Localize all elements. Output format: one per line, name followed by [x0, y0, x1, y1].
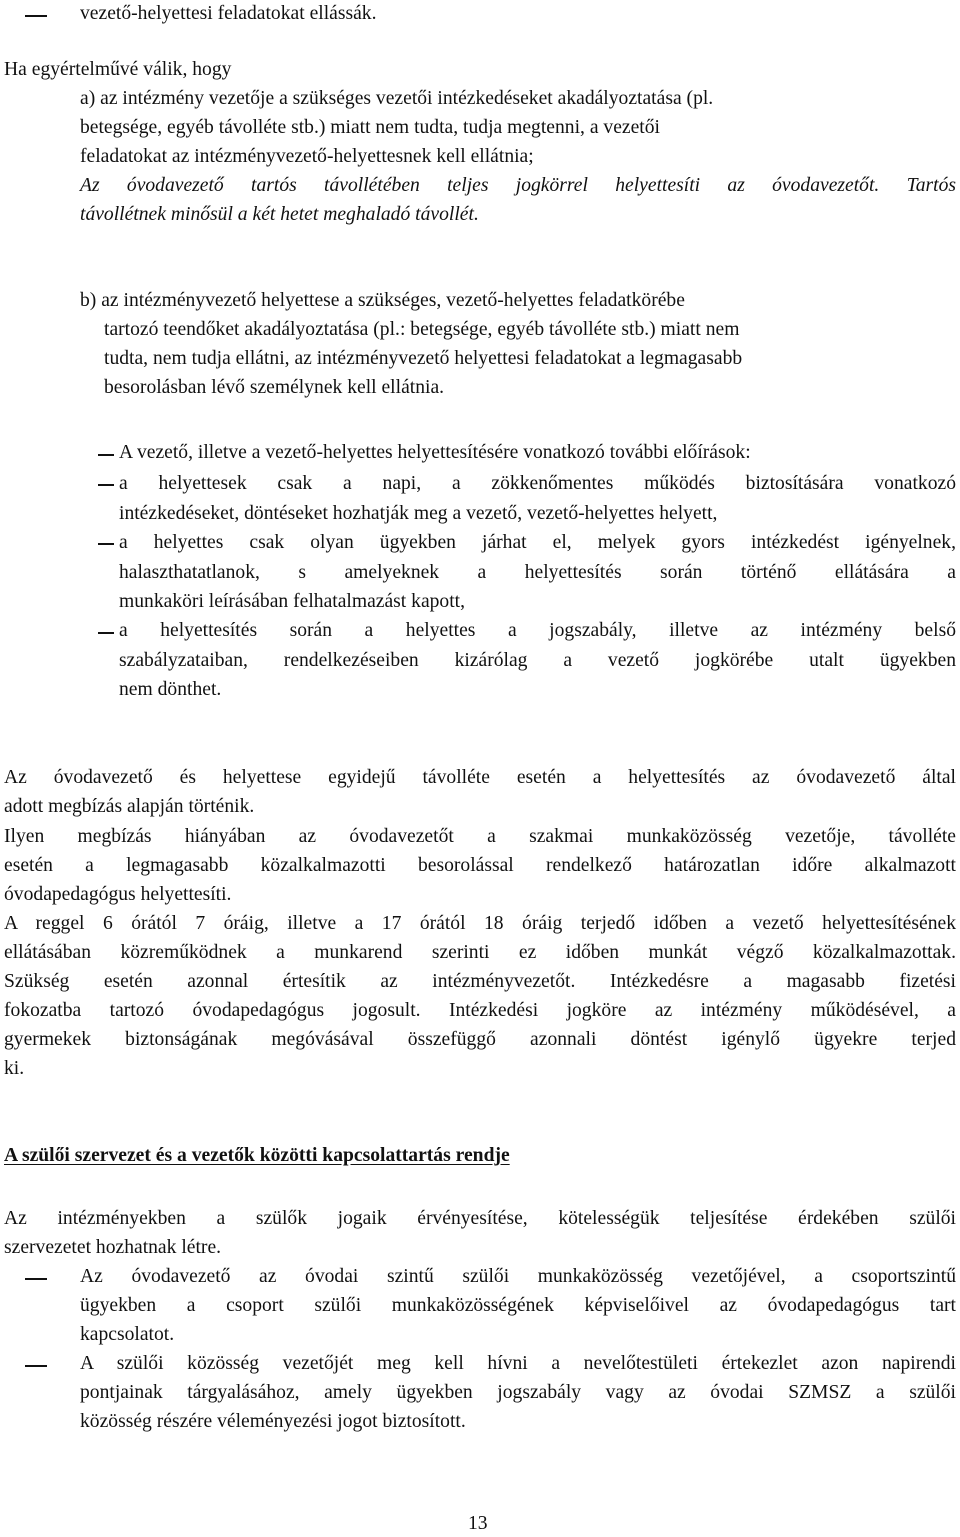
- text-line: szervezetet hozhatnak létre.: [4, 1237, 222, 1258]
- text-line: szabályzataiban, rendelkezéseiben kizárólag a vezető jogkörébe utalt ügyekben: [119, 650, 956, 671]
- text-line: tudta, nem tudja ellátni, az intézményvezető helyettesi feladatokat a legmagasabb: [104, 348, 743, 369]
- text-line: Az intézményekben a szülők jogaik érvényesítése, kötelességük teljesítése érdekében szülői: [4, 1208, 956, 1229]
- text-line: a helyettes csak olyan ügyekben járhat el, melyek gyors intézkedést igényelnek,: [119, 532, 956, 553]
- text-line: munkaköri leírásában felhatalmazást kapott,: [119, 591, 466, 612]
- dash-bullet: [98, 484, 114, 486]
- text-line: A szülői közösség vezetőjét meg kell hívni a nevelőtestületi értekezlet azon napirendi: [80, 1353, 956, 1374]
- dash-bullet: [98, 632, 114, 634]
- page-number: 13: [468, 1513, 488, 1534]
- text-line: Ilyen megbízás hiányában az óvodavezetőt a szakmai munkaközösség vezetője, távolléte: [4, 826, 956, 847]
- text-line: esetén a legmagasabb közalkalmazotti besorolással rendelkező határozatlan időre alkalmazott: [4, 855, 956, 876]
- text-line: nem dönthet.: [119, 679, 222, 700]
- text-line: halaszthatatlanok, s amelyeknek a helyettesítés során történő ellátására a: [119, 562, 956, 583]
- section-heading: A szülői szervezet és a vezetők közötti kapcsolattartás rendje: [4, 1145, 510, 1166]
- text-line: pontjainak tárgyalásához, amely ügyekben jogszabály vagy az óvodai SZMSZ a szülői: [80, 1382, 956, 1403]
- text-line: intézkedéseket, döntéseket hozhatják meg a vezető, vezető-helyettes helyett,: [119, 503, 718, 524]
- text-line: ügyekben a csoport szülői munkaközösségének képviselőivel az óvodapedagógus tart: [80, 1295, 956, 1316]
- text-line: a helyettesítés során a helyettes a jogszabály, illetve az intézmény belső: [119, 620, 956, 641]
- text-line-italic: távollétnek minősül a két hetet meghaladó távollét.: [80, 204, 479, 225]
- text-line: Az óvodavezető és helyettese egyidejű távolléte esetén a helyettesítés az óvodavezető által: [4, 767, 956, 788]
- dash-bullet: [25, 1365, 47, 1367]
- text-line: besorolásban lévő személynek kell ellátnia.: [104, 377, 445, 398]
- text-line: adott megbízás alapján történik.: [4, 796, 255, 817]
- dash-bullet: [98, 454, 114, 456]
- text-line: Ha egyértelművé válik, hogy: [4, 59, 232, 80]
- text-line: vezető-helyettesi feladatokat ellássák.: [80, 3, 377, 24]
- text-line: közösség részére véleményezési jogot biztosított.: [80, 1411, 466, 1432]
- text-line: óvodapedagógus helyettesíti.: [4, 884, 232, 905]
- text-line: b) az intézményvezető helyettese a szükséges, vezető-helyettes feladatkörébe: [80, 290, 685, 311]
- text-line: A vezető, illetve a vezető-helyettes helyettesítésére vonatkozó további előírások:: [119, 442, 751, 463]
- text-line: Az óvodavezető az óvodai szintű szülői munkaközösség vezetőjével, a csoportszintű: [80, 1266, 956, 1287]
- text-line: Szükség esetén azonnal értesítik az intézményvezetőt. Intézkedésre a magasabb fizetési: [4, 971, 956, 992]
- text-line: tartozó teendőket akadályoztatása (pl.: betegsége, egyéb távolléte stb.) miatt nem: [104, 319, 740, 340]
- dash-bullet: [25, 1278, 47, 1280]
- text-line: fokozatba tartozó óvodapedagógus jogosult. Intézkedési jogköre az intézmény működésével, a: [4, 1000, 956, 1021]
- text-line: A reggel 6 órától 7 óráig, illetve a 17 órától 18 óráig terjedő időben a vezető helyettesítésének: [4, 913, 956, 934]
- text-line-italic: Az óvodavezető tartós távollétében teljes jogkörrel helyettesíti az óvodavezetőt. Tartós: [80, 175, 956, 196]
- text-line: feladatokat az intézményvezető-helyettesnek kell ellátnia;: [80, 146, 534, 167]
- dash-bullet: [25, 15, 47, 17]
- dash-bullet: [98, 543, 114, 545]
- text-line: kapcsolatot.: [80, 1324, 175, 1345]
- text-line: betegsége, egyéb távolléte stb.) miatt nem tudta, tudja megtenni, a vezetői: [80, 117, 660, 138]
- text-line: ellátásában közreműködnek a munkarend szerinti ez időben munkát végző közalkalmazottak.: [4, 942, 956, 963]
- text-line: a helyettesek csak a napi, a zökkenőmentes működés biztosítására vonatkozó: [119, 473, 956, 494]
- text-line: a) az intézmény vezetője a szükséges vezetői intézkedéseket akadályoztatása (pl.: [80, 88, 714, 109]
- text-line: gyermekek biztonságának megóvásával összefüggő azonnali döntést igénylő ügyekre terjed: [4, 1029, 956, 1050]
- text-line: ki.: [4, 1058, 25, 1079]
